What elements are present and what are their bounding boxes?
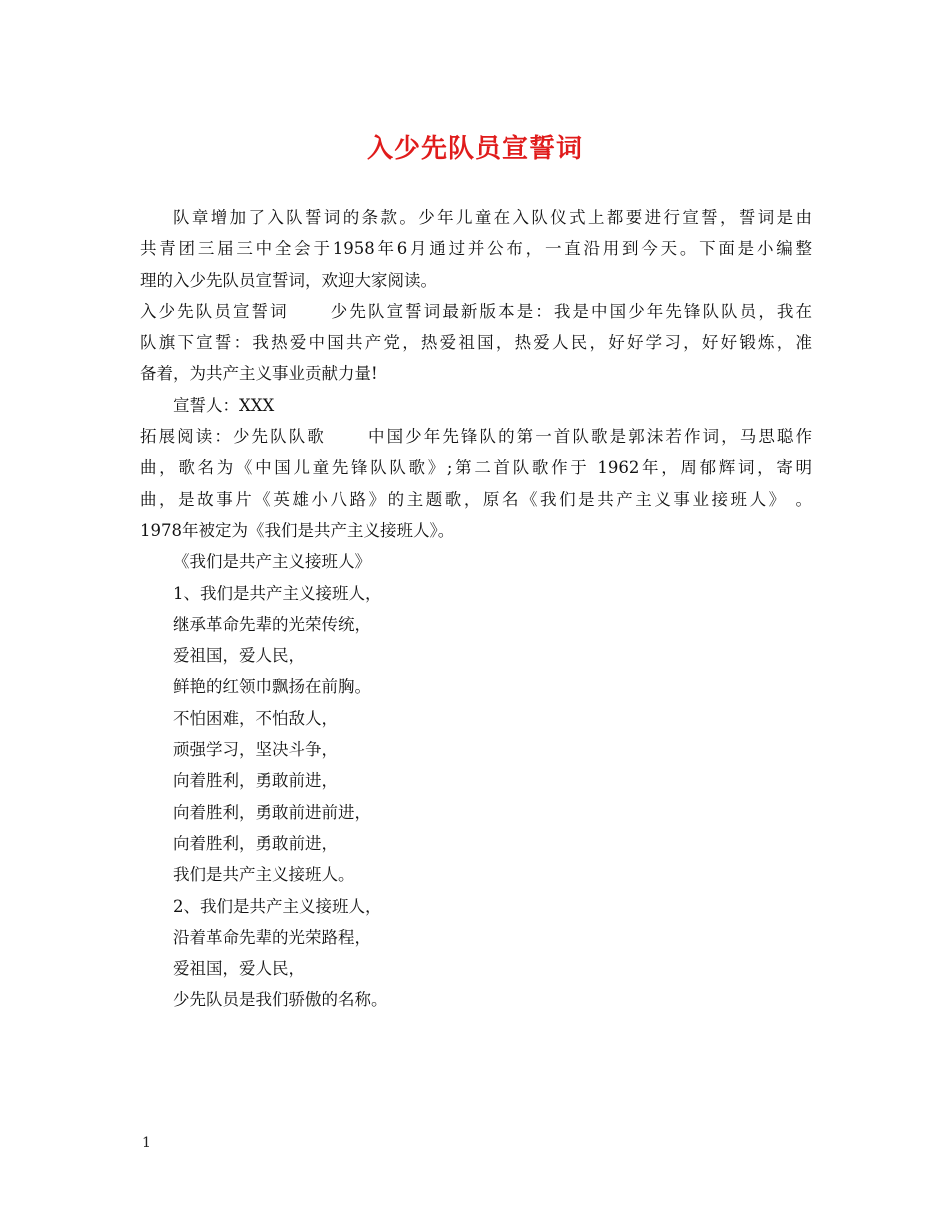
song-line: 鲜艳的红领巾飘扬在前胸。: [173, 677, 371, 697]
signer-line: 宣誓人：XXX: [173, 395, 275, 415]
oath-line-3: 备着，为共产主义事业贡献力量!: [140, 364, 378, 384]
song-line: 我们是共产主义接班人。: [173, 865, 355, 885]
extended-line-1: [140, 421, 812, 452]
intro-line-1: 队章增加了入队誓词的条款。少年儿童在入队仪式上都要进行宣誓，誓词是由: [173, 208, 812, 227]
document-title: 入少先队员宣誓词: [366, 134, 583, 164]
document-body: [140, 202, 812, 1016]
extended-text-1: 中国少年先锋队的第一首队歌是郭沫若作词，马思聪作: [365, 427, 813, 447]
song-line: 1、我们是共产主义接班人，: [173, 583, 382, 603]
extended-line-3: 曲，是故事片《英雄小八路》的主题歌，原名《我们是共产主义事业接班人》 。: [140, 489, 812, 509]
intro-line-3: 理的入少先队员宣誓词，欢迎大家阅读。: [140, 270, 437, 290]
song-line: 继承革命先辈的光荣传统，: [173, 614, 371, 634]
oath-text-1: 少先队宣誓词最新版本是：我是中国少年先锋队队员，我在: [328, 301, 813, 321]
song-line: 沿着革命先辈的光荣路程，: [173, 927, 371, 947]
oath-heading: 入少先队员宣誓词: [140, 301, 289, 321]
extended-line-2: 曲，歌名为《中国儿童先锋队队歌》;第二首队歌作于 1962年，周郁辉词，寄明: [140, 458, 812, 478]
extended-heading: 拓展阅读：少先队队歌: [140, 427, 326, 447]
intro-line-2: 共青团三届三中全会于1958年6月通过并公布，一直沿用到今天。下面是小编整: [140, 239, 812, 259]
song-line: 爱祖国，爱人民，: [173, 646, 305, 666]
extended-line-4: 1978年被定为《我们是共产主义接班人》。: [140, 520, 455, 540]
oath-line-1: [140, 296, 812, 327]
song-line: 不怕困难，不怕敌人，: [173, 708, 338, 728]
song-line: 2、我们是共产主义接班人，: [173, 896, 382, 916]
song-line: 向着胜利，勇敢前进前进，: [173, 802, 371, 822]
page-number: 1: [142, 1135, 151, 1151]
song-line: 向着胜利，勇敢前进，: [173, 771, 338, 791]
oath-line-2: 队旗下宣誓：我热爱中国共产党，热爱祖国，热爱人民，好好学习，好好锻炼，准: [140, 333, 812, 353]
song-line: 少先队员是我们骄傲的名称。: [173, 990, 388, 1010]
song-title: 《我们是共产主义接班人》: [173, 552, 371, 572]
song-line: 爱祖国，爱人民，: [173, 959, 305, 979]
song-line: 向着胜利，勇敢前进，: [173, 833, 338, 853]
song-line: 顽强学习，坚决斗争，: [173, 740, 338, 760]
